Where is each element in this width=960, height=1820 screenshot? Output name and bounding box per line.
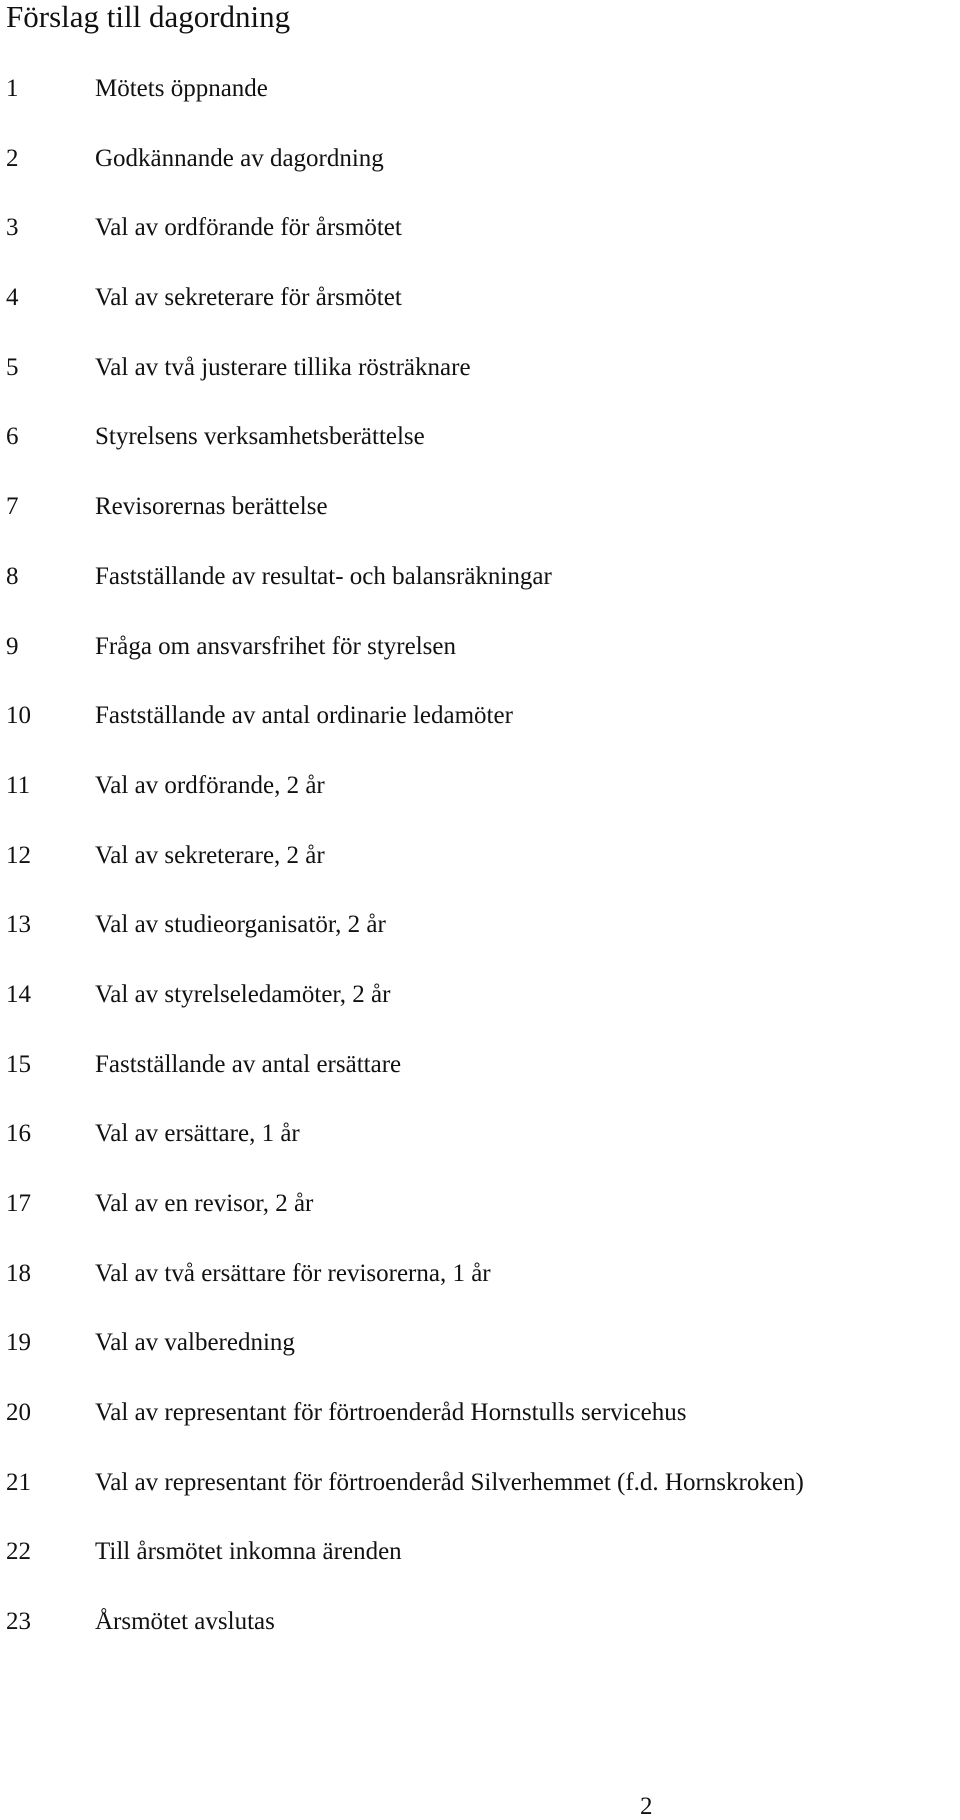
agenda-item-number: 5 [6, 353, 19, 381]
agenda-item-number: 17 [6, 1190, 31, 1217]
agenda-item-number: 23 [6, 1608, 31, 1636]
agenda-item-number: 6 [6, 423, 19, 451]
agenda-item-text: Val av sekreterare för årsmötet [95, 284, 402, 312]
agenda-item-number: 7 [6, 493, 19, 521]
agenda-item-text: Val av styrelseledamöter, 2 år [95, 980, 391, 1008]
agenda-item-number: 20 [6, 1399, 31, 1427]
agenda-item-text: Styrelsens verksamhetsberättelse [95, 423, 425, 451]
agenda-item-number: 19 [6, 1329, 31, 1357]
agenda-item-number: 16 [6, 1120, 31, 1148]
agenda-item-number: 18 [6, 1259, 31, 1287]
agenda-item-text: Fastställande av resultat- och balansräkningar [95, 562, 552, 590]
agenda-item-number: 1 [6, 75, 19, 102]
agenda-item-number: 3 [6, 214, 19, 242]
agenda-item-text: Val av två ersättare för revisorerna, 1 år [95, 1259, 491, 1287]
agenda-item-number: 21 [6, 1468, 31, 1496]
page-number: 2 [640, 1793, 653, 1820]
agenda-item-text: Val av ordförande för årsmötet [95, 214, 402, 242]
agenda-item-text: Till årsmötet inkomna ärenden [95, 1538, 402, 1566]
agenda-item-number: 15 [6, 1050, 31, 1078]
agenda-item-number: 22 [6, 1538, 31, 1566]
agenda-item-number: 2 [6, 144, 19, 172]
page-title: Förslag till dagordning [6, 0, 291, 34]
agenda-item-text: Fastställande av antal ersättare [95, 1050, 402, 1078]
agenda-item-number: 4 [6, 284, 19, 312]
agenda-item-text: Fråga om ansvarsfrihet för styrelsen [95, 632, 456, 660]
agenda-item-number: 14 [6, 980, 31, 1008]
agenda-item-text: Val av en revisor, 2 år [95, 1190, 314, 1217]
agenda-item-text: Val av ordförande, 2 år [95, 771, 325, 799]
agenda-item-text: Godkännande av dagordning [95, 144, 384, 172]
agenda-item-number: 11 [6, 771, 31, 799]
agenda-item-text: Mötets öppnande [95, 75, 268, 102]
agenda-item-text: Val av representant för förtroenderåd Hornstulls servicehus [95, 1399, 687, 1427]
agenda-item-text: Årsmötet avslutas [95, 1608, 275, 1636]
agenda-item-number: 8 [6, 562, 19, 590]
agenda-item-number: 12 [6, 841, 31, 869]
agenda-item-number: 13 [6, 911, 31, 939]
agenda-item-text: Val av valberedning [95, 1329, 295, 1357]
agenda-item-text: Val av studieorganisatör, 2 år [95, 911, 386, 939]
agenda-item-text: Revisorernas berättelse [95, 493, 328, 521]
agenda-item-number: 9 [6, 632, 19, 660]
agenda-item-text: Val av två justerare tillika rösträknare [95, 353, 471, 381]
agenda-item-number: 10 [6, 702, 31, 730]
agenda-item-text: Val av ersättare, 1 år [95, 1120, 300, 1148]
agenda-item-text: Val av representant för förtroenderåd Silverhemmet (f.d. Hornskroken) [95, 1468, 804, 1496]
agenda-item-text: Fastställande av antal ordinarie ledamöter [95, 702, 513, 730]
agenda-item-text: Val av sekreterare, 2 år [95, 841, 325, 869]
